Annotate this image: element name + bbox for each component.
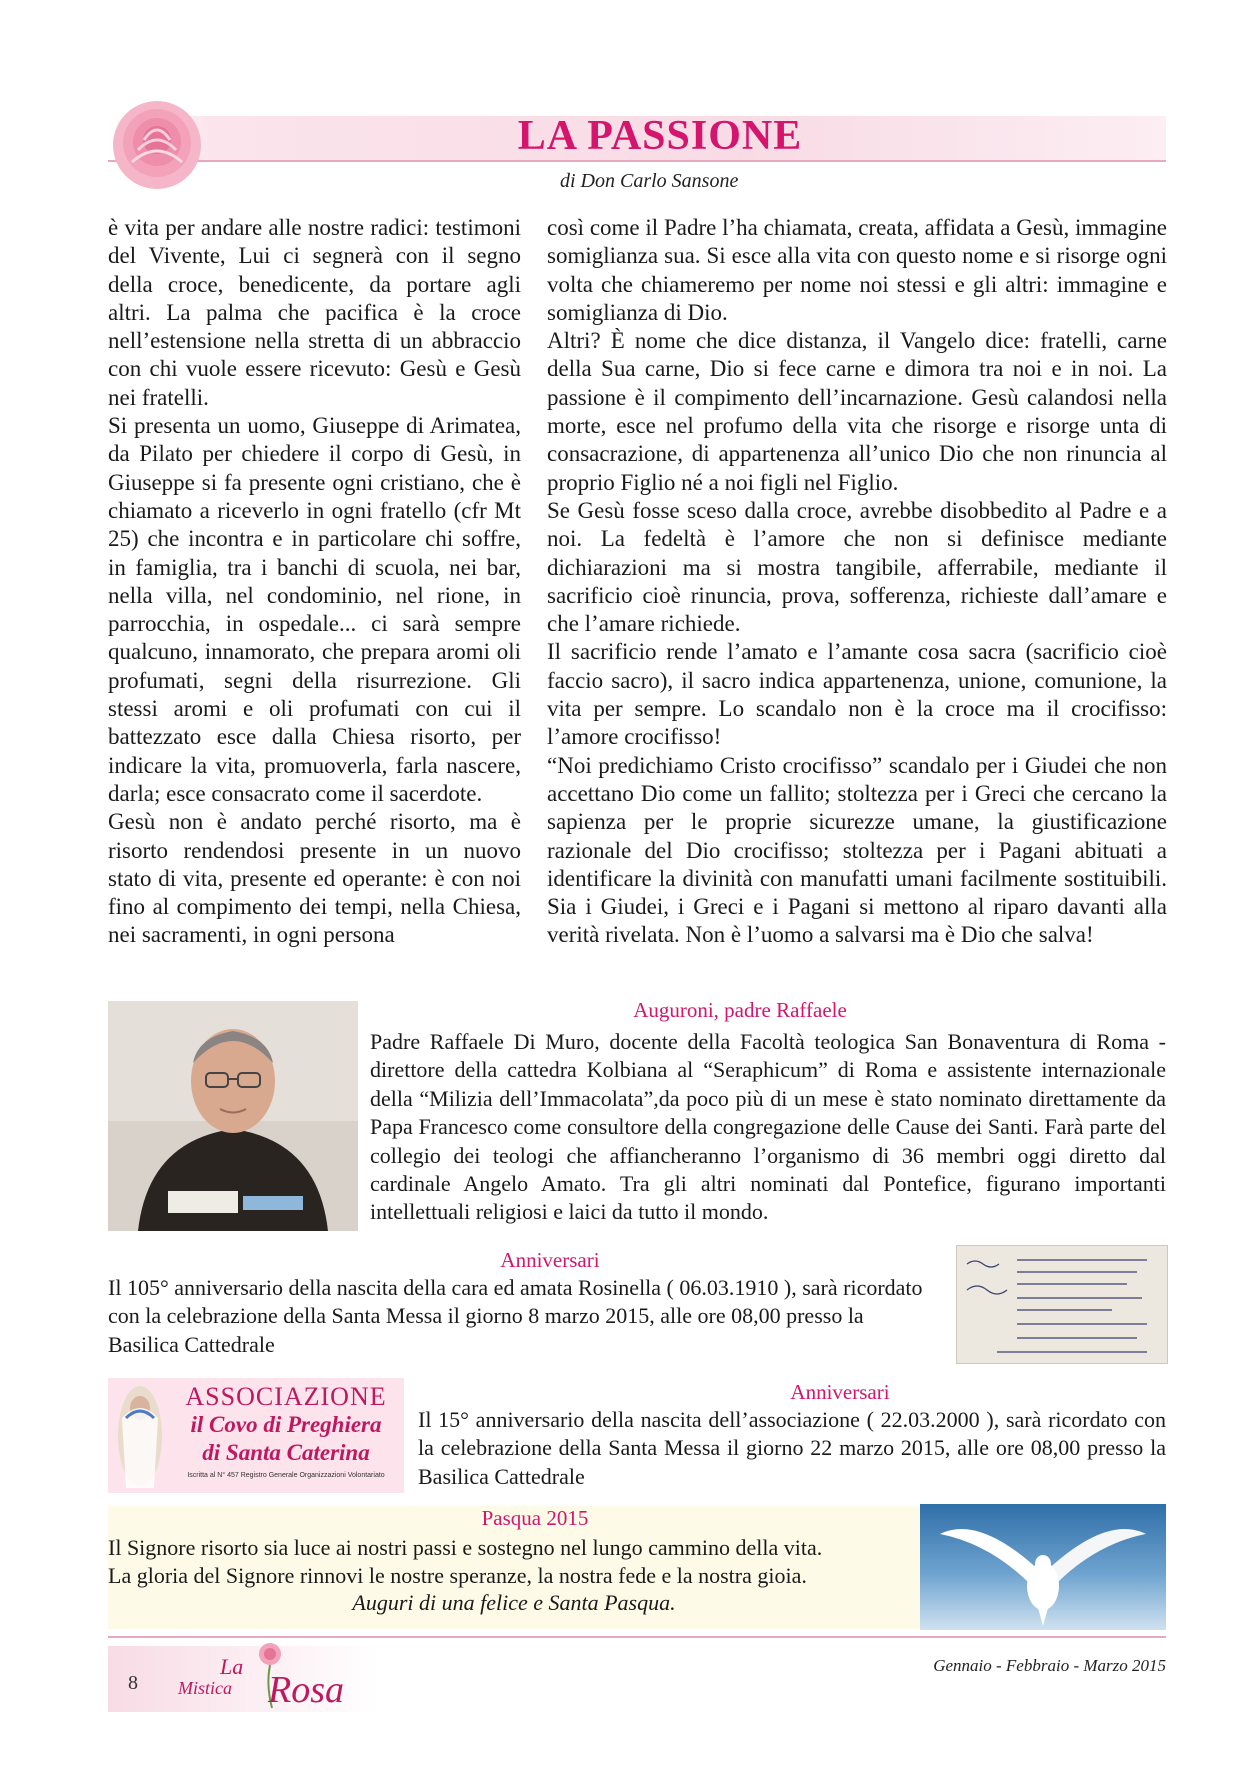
association-logo [108, 1378, 404, 1493]
paragraph: Gesù non è andato perché risorto, ma è risorto rendendosi presente in un nuovo stato di vita, presente ed operante: è con noi fino al compimento dei tempi, nella Chiesa, nei sacramenti, in ogni persona [108, 809, 521, 948]
logo-line-1: ASSOCIAZIONE [185, 1382, 387, 1411]
paragraph: Si presenta un uomo, Giuseppe di Arimatea, da Pilato per chiedere il corpo di Gesù, in Giuseppe si fa presente ogni cristiano, che è chiamato a riceverlo in ogni fratello (cfr Mt 25) che incontra e in particolare chi soffre, in famiglia, tra i banchi di scuola, nei bar, nella villa, nel condominio, nel rione, in parrocchia, in ospedale... ci sarà sempre qualcuno, innamorato, che prepara aromi oli profumati, segni della risurrezione. Gli stessi aromi e oli profumati con cui il battezzato esce dalla Chiesa risorto, per indicare la vita, promuoverla, farla nascere, darla; esce consacrato come il sacerdote. [108, 413, 521, 806]
paragraph: Altri? È nome che dice distanza, il Vangelo dice: fratelli, carne della Sua carne, Dio si fece carne e dimora tra noi e in noi. La passione è il compimento dell’incarnazione. Gesù calandosi nella morte, esce nel profumo della vita che risorge e risorge unta di consacrazione, di appartenenza all’unico Dio che non rinuncia al proprio Figlio né a noi figli nel Figlio. [547, 328, 1167, 495]
pasqua-line: La gloria del Signore rinnovi le nostre speranze, la nostra fede e la nostra gioia. [108, 1563, 807, 1589]
paragraph: è vita per andare alle nostre radici: testimoni del Vivente, Lui ci segnerà con il segno della croce, benedicente, da portare agli altri. La palma che pacifica è la croce nell’estensione nella stretta di un abbraccio con chi vuole essere ricevuto: Gesù e Gesù nei fratelli. [108, 215, 521, 410]
logo-line-3: di Santa Caterina [202, 1440, 370, 1465]
handwritten-document-image [956, 1245, 1168, 1364]
pasqua-line: Il Signore risorto sia luce ai nostri passi e sostegno nel lungo cammino della vita. [108, 1535, 823, 1560]
section-title-anniversari: Anniversari [790, 1380, 890, 1404]
anniversari-text: Il 105° anniversario della nascita della cara ed amata Rosinella ( 06.03.1910 ), sarà ricordato con la celebrazione della Santa Messa il giorno 8 marzo 2015, alle ore 08,00 presso la Basilica Cattedrale [108, 1275, 923, 1357]
section-title-pasqua: Pasqua 2015 [481, 1506, 589, 1530]
logo-registration-note: Iscritta al N° 457 Registro Generale Organizzazioni Volontariato [187, 1472, 385, 1479]
article-column-left [108, 214, 521, 950]
article-column-right [547, 214, 1167, 950]
page-number: 8 [128, 1672, 138, 1694]
issue-date: Gennaio - Febbraio - Marzo 2015 [933, 1656, 1166, 1675]
logo-line-2: il Covo di Preghiera [190, 1412, 382, 1437]
pasqua-text [108, 1534, 920, 1591]
rose-icon [102, 90, 212, 200]
section-title-auguroni: Auguroni, padre Raffaele [633, 998, 847, 1022]
section-title-anniversari: Anniversari [500, 1248, 600, 1272]
dove-image [920, 1504, 1166, 1630]
auguroni-text: Padre Raffaele Di Muro, docente della Facoltà teologica San Bonaventura di Roma - direttore della cattedra Kolbiana al “Seraphicum” di Roma e assistente internazionale della “Milizia dell’Immacolata”,da poco più di un mese è stato nominato direttamente da Papa Francesco come consultore della congregazione delle Cause dei Santi. Farà parte del collegio dei teologi che affiancheranno l’organismo di 36 membri oggi diretto dal cardinale Angelo Amato. Tra gli altri nominati dal Pontefice, figurano importanti intellettuali religiosi e laici da tutto il mondo. [370, 1029, 1166, 1225]
footer-divider [108, 1636, 1166, 1638]
author-byline: di Don Carlo Sansone [560, 170, 739, 192]
paragraph: così come il Padre l’ha chiamata, creata, affidata a Gesù, immagine somiglianza sua. Si esce alla vita con questo nome e si risorge ogni volta che chiameremo per nome noi stessi e gli altri: immagine e somiglianza di Dio. [547, 215, 1167, 325]
dove-icon [920, 1504, 1166, 1630]
anniversari-text: Il 15° anniversario della nascita dell’associazione ( 22.03.2000 ), sarà ricordato con la celebrazione della Santa Messa il giorno 22 marzo 2015, alle ore 08,00 presso la Basilica Cattedrale [418, 1407, 1166, 1489]
priest-portrait-illustration [108, 1001, 358, 1231]
pasqua-wish: Auguri di una felice e Santa Pasqua. [352, 1590, 676, 1615]
magazine-logo-mistica: Mistica [178, 1678, 232, 1698]
magazine-logo-la: La [220, 1654, 244, 1679]
header-divider [108, 160, 1166, 162]
priest-photo [108, 1001, 358, 1231]
paragraph: “Noi predichiamo Cristo crocifisso” scandalo per i Giudei che non accettano Dio come un fallito; stoltezza per i Greci che cercano la sapienza per le proprie sicurezze umane, la giustificazione razionale del Dio crocifisso; stoltezza per i Pagani abituati a identificare la divinità con manufatti umani facilmente sostituibili. Sia i Giudei, i Greci e i Pagani si mettono al riparo davanti alla verità rivelata. Non è l’uomo a salvarsi ma è Dio che salva! [547, 752, 1167, 948]
paragraph: Il sacrificio rende l’amato e l’amante cosa sacra (sacrificio cioè faccio sacro), il sacro indica appartenenza, unione, comunione, la vita per sempre. Lo scandalo non è la croce ma il crocifisso: l’amore crocifisso! [547, 639, 1167, 750]
page-title: LA PASSIONE [517, 113, 803, 159]
document-scribbles [957, 1246, 1167, 1363]
paragraph: Se Gesù fosse sceso dalla croce, avrebbe disobbedito al Padre e a noi. La fedeltà è l’amore che non si definisce mediante dichiarazioni ma si mostra tangibile, afferrabile, mediante il sacrificio cioè rinuncia, prova, sofferenza, richieste dall’amare e che l’amare richiede. [547, 497, 1167, 637]
magazine-logo-rosa: Rosa [268, 1669, 344, 1711]
